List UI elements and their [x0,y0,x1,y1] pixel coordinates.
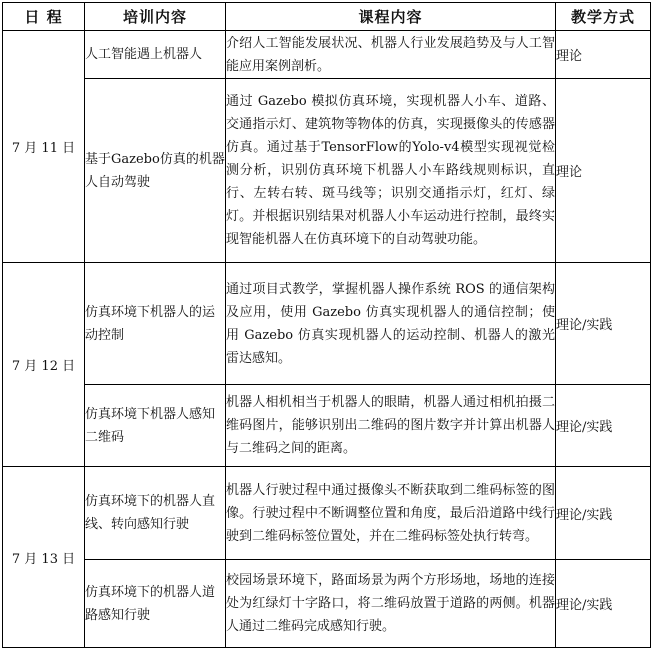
content-cell: 通过 Gazebo 模拟仿真环境，实现机器人小车、道路、交通指示灯、建筑物等物体的仿真，实现摄像头的传感器仿真。通过基于TensorFlow的Yolo-v4模型实现视觉检测分析，识别仿真环境下机器人小车路线规则标识，直行、左转右转、斑马线等；识别交通指示灯，红灯、绿灯。并根据识别结果对机器人小车运动进行控制，最终实现智能机器人在仿真环境下的自动驾驶功能。 [226,79,556,263]
table-row [3,79,651,263]
method-cell: 理论/实践 [556,560,651,648]
topic-cell: 基于Gazebo仿真的机器人自动驾驶 [85,79,226,263]
method-cell: 理论 [556,79,651,263]
header-content: 课程内容 [226,3,556,31]
topic-cell: 人工智能遇上机器人 [85,31,226,79]
date-cell: 7 月 11 日 [3,31,85,263]
training-schedule-table [2,2,651,648]
content-cell: 机器人行驶过程中通过摄像头不断获取到二维码标签的图像。行驶过程中不断调整位置和角度，最后沿道路中线行驶到二维码标签位置处，并在二维码标签处执行转弯。 [226,467,556,560]
table-row [3,385,651,467]
topic-cell: 仿真环境下的机器人道路感知行驶 [85,560,226,648]
topic-cell: 仿真环境下的机器人直线、转向感知行驶 [85,467,226,560]
content-cell: 机器人相机相当于机器人的眼睛，机器人通过相机拍摄二维码图片，能够识别出二维码的图片数字并计算出机器人与二维码之间的距离。 [226,385,556,467]
header-topic: 培训内容 [85,3,226,31]
topic-cell: 仿真环境下机器人感知二维码 [85,385,226,467]
table-row [3,31,651,79]
table-row [3,263,651,385]
header-row [3,3,651,31]
table-row [3,560,651,648]
method-cell: 理论/实践 [556,467,651,560]
method-cell: 理论 [556,31,651,79]
table-row [3,467,651,560]
content-cell: 介绍人工智能发展状况、机器人行业发展趋势及与人工智能应用案例剖析。 [226,31,556,79]
topic-cell: 仿真环境下机器人的运动控制 [85,263,226,385]
header-method: 教学方式 [556,3,651,31]
content-cell: 校园场景环境下，路面场景为两个方形场地，场地的连接处为红绿灯十字路口，将二维码放置于道路的两侧。机器人通过二维码完成感知行驶。 [226,560,556,648]
method-cell: 理论/实践 [556,263,651,385]
date-cell: 7 月 12 日 [3,263,85,467]
date-cell: 7 月 13 日 [3,467,85,648]
content-cell: 通过项目式教学，掌握机器人操作系统 ROS 的通信架构及应用，使用 Gazebo 仿真实现机器人的通信控制；使用 Gazebo 仿真实现机器人的运动控制、机器人的激光雷达感知。 [226,263,556,385]
header-date: 日 程 [3,3,85,31]
method-cell: 理论/实践 [556,385,651,467]
